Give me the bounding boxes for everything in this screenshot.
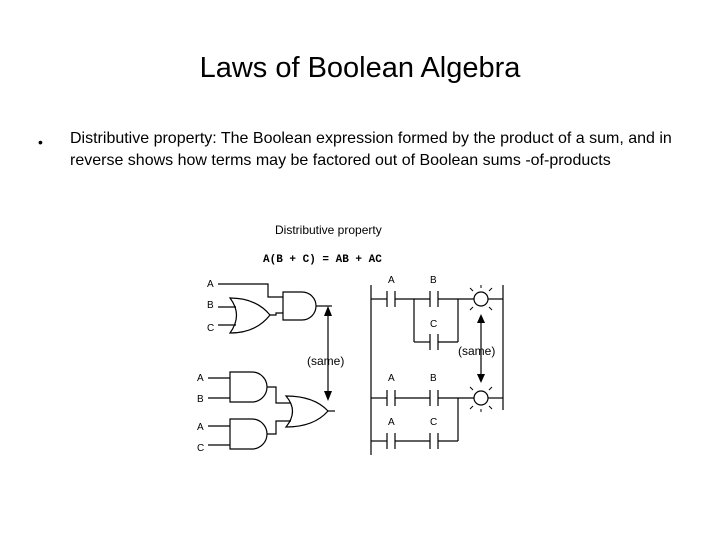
lamp-icon [474,292,488,306]
gate-input-label: A [207,279,214,290]
or-gate [286,396,328,427]
bullet-marker: • [38,134,43,150]
contact-label: B [430,373,437,384]
and-gate [230,419,267,449]
top-gate-circuit [207,279,332,334]
page-title: Laws of Boolean Algebra [199,52,521,84]
contact-label: A [388,417,395,428]
lamp-icon [474,391,488,405]
gate-input-label: C [207,323,215,334]
same-label: (same) [307,354,345,368]
contact-label: C [430,319,438,330]
and-gate [230,372,267,402]
same-arrow-gates [307,306,344,401]
bullet-text: Distributive property: The Boolean expression formed by the product of a sum, and in reverse shows how terms may be factored out of Boolean sums -of-products [70,130,672,169]
contact-label: A [388,275,395,286]
gate-input-label: A [197,422,204,433]
or-gate [230,298,270,333]
distributive-property-diagram [190,215,520,465]
gate-input-label: B [207,300,214,311]
gate-input-label: A [197,373,204,384]
ladder-diagram [371,275,503,455]
and-gate [283,292,316,320]
same-label: (same) [458,344,496,358]
gate-input-label: C [197,443,205,454]
bottom-gate-circuit [197,372,335,454]
contact-label: C [430,417,438,428]
figure-title: Distributive property [275,223,382,237]
figure-equation: A(B + C) = AB + AC [263,254,382,266]
contact-label: B [430,275,437,286]
contact-label: A [388,373,395,384]
gate-input-label: B [197,394,204,405]
